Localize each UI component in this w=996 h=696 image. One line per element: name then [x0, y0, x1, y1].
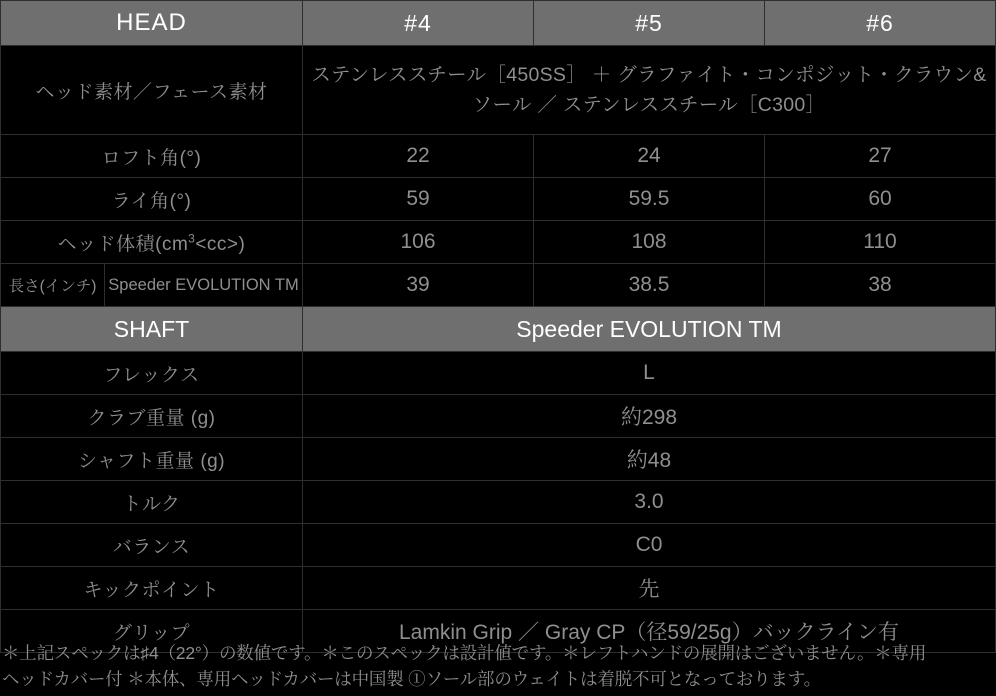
footnote-line-1: ＊上記スペックは♯4（22°）の数値です。＊このスペックは設計値です。＊レフトハンドの展開はございません。＊専用	[2, 643, 927, 663]
row-label-flex: フレックス	[1, 352, 303, 395]
row-value-length-6: 38	[765, 264, 996, 307]
row-value-material: ステンレススチール［450SS］ ＋ グラファイト・コンポジット・クラウン&ソール ／ ステンレススチール［C300］	[303, 46, 996, 135]
shaft-header-label: SHAFT	[1, 307, 303, 352]
head-header-row	[1, 1, 996, 46]
shaft-header-row	[1, 307, 996, 352]
row-label-torque: トルク	[1, 481, 303, 524]
row-value-loft-5: 24	[534, 135, 765, 178]
table-row-torque	[1, 481, 996, 524]
table-row-balance	[1, 524, 996, 567]
row-value-flex: L	[303, 352, 996, 395]
row-value-volume-5: 108	[534, 221, 765, 264]
row-label-grip: グリップ	[1, 610, 303, 653]
row-label-shaft-weight: シャフト重量 (g)	[1, 438, 303, 481]
table-row-lie	[1, 178, 996, 221]
row-label-material: ヘッド素材／フェース素材	[1, 46, 303, 135]
row-value-volume-4: 106	[303, 221, 534, 264]
row-label-kickpoint: キックポイント	[1, 567, 303, 610]
head-header-label: HEAD	[1, 1, 303, 46]
shaft-header-value: Speeder EVOLUTION TM	[303, 307, 996, 352]
row-label-lie: ライ角(°)	[1, 178, 303, 221]
row-value-length-5: 38.5	[534, 264, 765, 307]
row-label-loft: ロフト角(°)	[1, 135, 303, 178]
row-value-kickpoint: 先	[303, 567, 996, 610]
head-column-6: #6	[765, 1, 996, 46]
row-label-volume-sup: 3	[188, 232, 196, 246]
row-value-volume-6: 110	[765, 221, 996, 264]
row-label-balance: バランス	[1, 524, 303, 567]
table-row-volume	[1, 221, 996, 264]
row-value-loft-6: 27	[765, 135, 996, 178]
table-row-flex	[1, 352, 996, 395]
row-value-shaft-weight: 約48	[303, 438, 996, 481]
head-column-5: #5	[534, 1, 765, 46]
row-label-volume-main: ヘッド体積(cm	[57, 233, 189, 255]
row-value-torque: 3.0	[303, 481, 996, 524]
table-row-length	[1, 264, 996, 307]
row-label-volume	[1, 221, 303, 264]
footnote-line-2: ヘッドカバー付 ＊本体、専用ヘッドカバーは中国製 ①ソール部のウェイトは着脱不可となっております。	[2, 669, 821, 690]
length-label-split	[1, 264, 302, 306]
table-row-material	[1, 46, 996, 135]
row-value-lie-4: 59	[303, 178, 534, 221]
row-label-volume-tail: <cc>)	[195, 233, 246, 255]
row-value-lie-6: 60	[765, 178, 996, 221]
footnote	[0, 640, 996, 693]
row-value-balance: C0	[303, 524, 996, 567]
row-label-length	[1, 264, 303, 307]
row-value-grip: Lamkin Grip ／ Gray CP（径59/25g）バックライン有	[303, 610, 996, 653]
row-label-length-inch: 長さ(インチ)	[1, 264, 105, 306]
row-value-length-4: 39	[303, 264, 534, 307]
row-value-lie-5: 59.5	[534, 178, 765, 221]
head-column-4: #4	[303, 1, 534, 46]
row-value-club-weight: 約298	[303, 395, 996, 438]
table-row-shaft-weight	[1, 438, 996, 481]
row-label-length-shaft: Speeder EVOLUTION TM	[108, 275, 299, 294]
table-row-club-weight	[1, 395, 996, 438]
row-value-loft-4: 22	[303, 135, 534, 178]
row-label-club-weight: クラブ重量 (g)	[1, 395, 303, 438]
table-row-kickpoint	[1, 567, 996, 610]
table-row-loft	[1, 135, 996, 178]
